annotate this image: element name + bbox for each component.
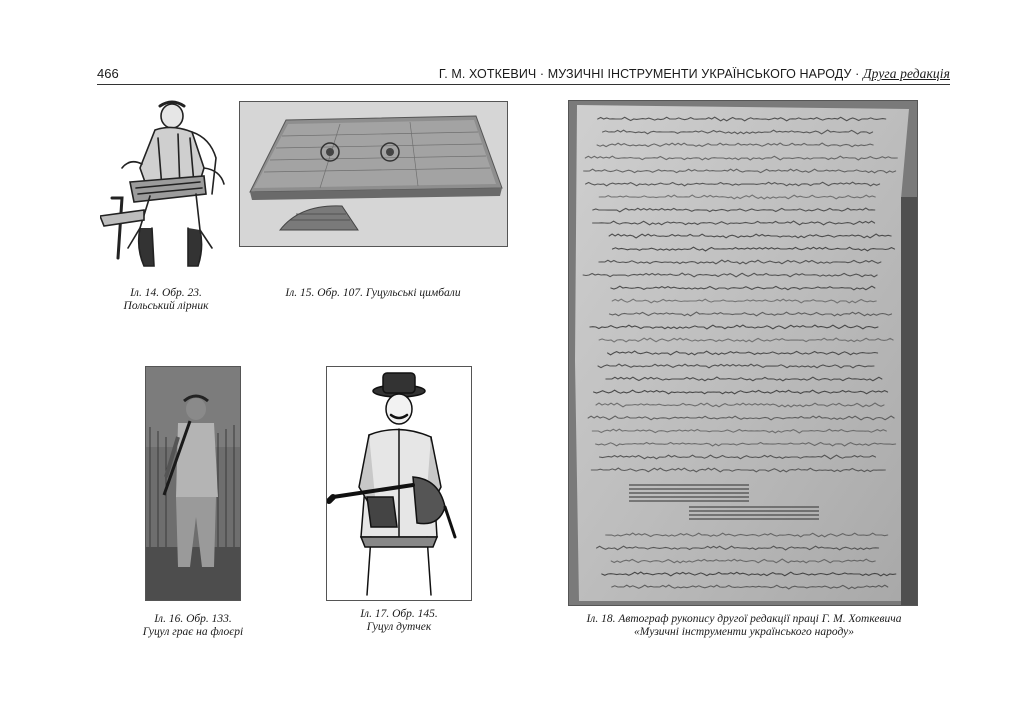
caption-fig-18-line1: Іл. 18. Автограф рукопису другої редакції праці Г. М. Хоткевича [586, 613, 902, 625]
caption-fig-14-line1: Іл. 14. Обр. 23. [130, 287, 202, 299]
caption-fig-15 [262, 287, 484, 300]
caption-fig-17-line1: Іл. 17. Обр. 145. [360, 608, 438, 620]
floyera-player-photo [145, 366, 241, 601]
caption-fig-14 [96, 287, 236, 313]
caption-fig-16 [118, 613, 268, 639]
bagpiper-illustration [326, 366, 472, 601]
running-title [439, 66, 950, 82]
caption-fig-14-line2: Польський лірник [123, 300, 209, 312]
caption-fig-18 [548, 613, 940, 639]
running-subtitle: Друга редакція [862, 66, 950, 81]
running-title-text: Г. М. ХОТКЕВИЧ · МУЗИЧНІ ІНСТРУМЕНТИ УКРАЇНСЬКОГО НАРОДУ · [438, 67, 860, 81]
caption-fig-15-line1: Іл. 15. Обр. 107. Гуцульські цимбали [285, 287, 461, 299]
manuscript-photo [568, 100, 918, 606]
tsymbaly-photo [239, 101, 508, 247]
lyre-player-illustration [100, 98, 232, 274]
page-number: 466 [97, 66, 119, 81]
caption-fig-17 [322, 608, 476, 634]
running-header [97, 64, 950, 85]
caption-fig-16-line2: Гуцул грає на флоєрі [142, 626, 244, 638]
caption-fig-17-line2: Гуцул дутчек [366, 621, 432, 633]
caption-fig-16-line1: Іл. 16. Обр. 133. [154, 613, 232, 625]
caption-fig-18-line2: «Музичні інструменти українського народу» [634, 626, 854, 638]
